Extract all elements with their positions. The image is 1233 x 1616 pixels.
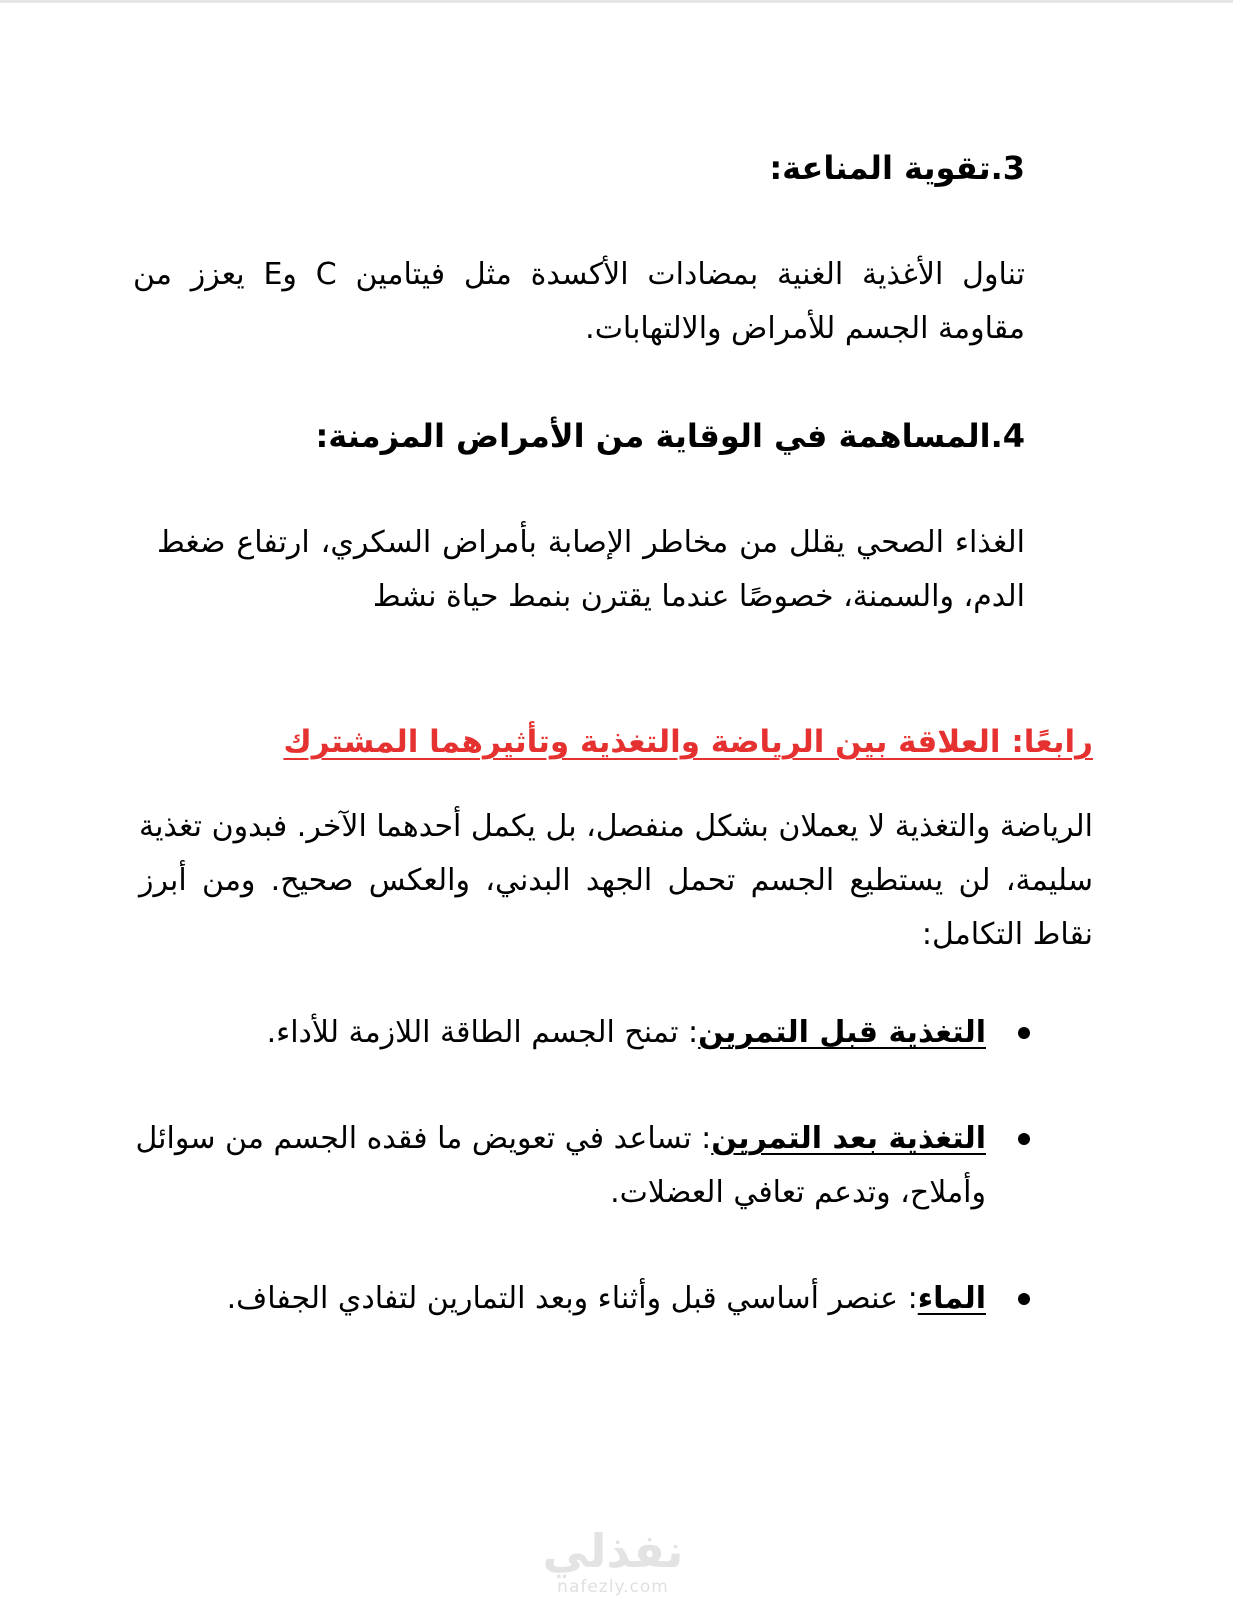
bullet-text: : تمنح الجسم الطاقة اللازمة للأداء. [266, 1015, 699, 1050]
watermark-latin-text: nafezly.com [557, 1577, 669, 1597]
bullet-text: : تساعد في تعويض ما فقده الجسم من سوائل وأملاح، وتدعم تعافي العضلات. [135, 1121, 986, 1210]
bullet-term: الماء [917, 1281, 986, 1316]
paragraph-chronic-disease: الغذاء الصحي يقلل من مخاطر الإصابة بأمراض السكري، ارتفاع ضغط الدم، والسمنة، خصوصًا عندما يقترن بنمط حياة نشط [157, 525, 1025, 614]
list-item [126, 1006, 1030, 1060]
bullet-dot [1018, 1027, 1030, 1039]
bullet-term: التغذية قبل التمرين [698, 1015, 986, 1050]
bullet-dot [1018, 1133, 1030, 1145]
list-item [126, 1112, 1030, 1220]
section-title-sports-nutrition: رابعًا: العلاقة بين الرياضة والتغذية وتأثيرهما المشترك [283, 724, 1093, 760]
list-item [126, 1272, 1030, 1326]
bullet-term: التغذية بعد التمرين [711, 1121, 986, 1156]
heading-chronic-disease: 4.المساهمة في الوقاية من الأمراض المزمنة: [315, 417, 1025, 455]
bullet-dot [1018, 1293, 1030, 1305]
heading-immunity: 3.تقوية المناعة: [769, 149, 1025, 187]
bullet-text: : عنصر أساسي قبل وأثناء وبعد التمارين لتفادي الجفاف. [226, 1281, 918, 1316]
paragraph-sports-nutrition-intro: الرياضة والتغذية لا يعملان بشكل منفصل، بل يكمل أحدهما الآخر. فبدون تغذية سليمة، لن يستطيع الجسم تحمل الجهد البدني، والعكس صحيح. ومن أبرز نقاط التكامل: [139, 809, 1093, 952]
site-watermark-logo [538, 1525, 688, 1597]
watermark-arabic-text: نفذلي [542, 1524, 684, 1578]
paragraph-immunity: تناول الأغذية الغنية بمضادات الأكسدة مثل فيتامين C وE يعزز من مقاومة الجسم للأمراض والالتهابات. [133, 257, 1025, 346]
